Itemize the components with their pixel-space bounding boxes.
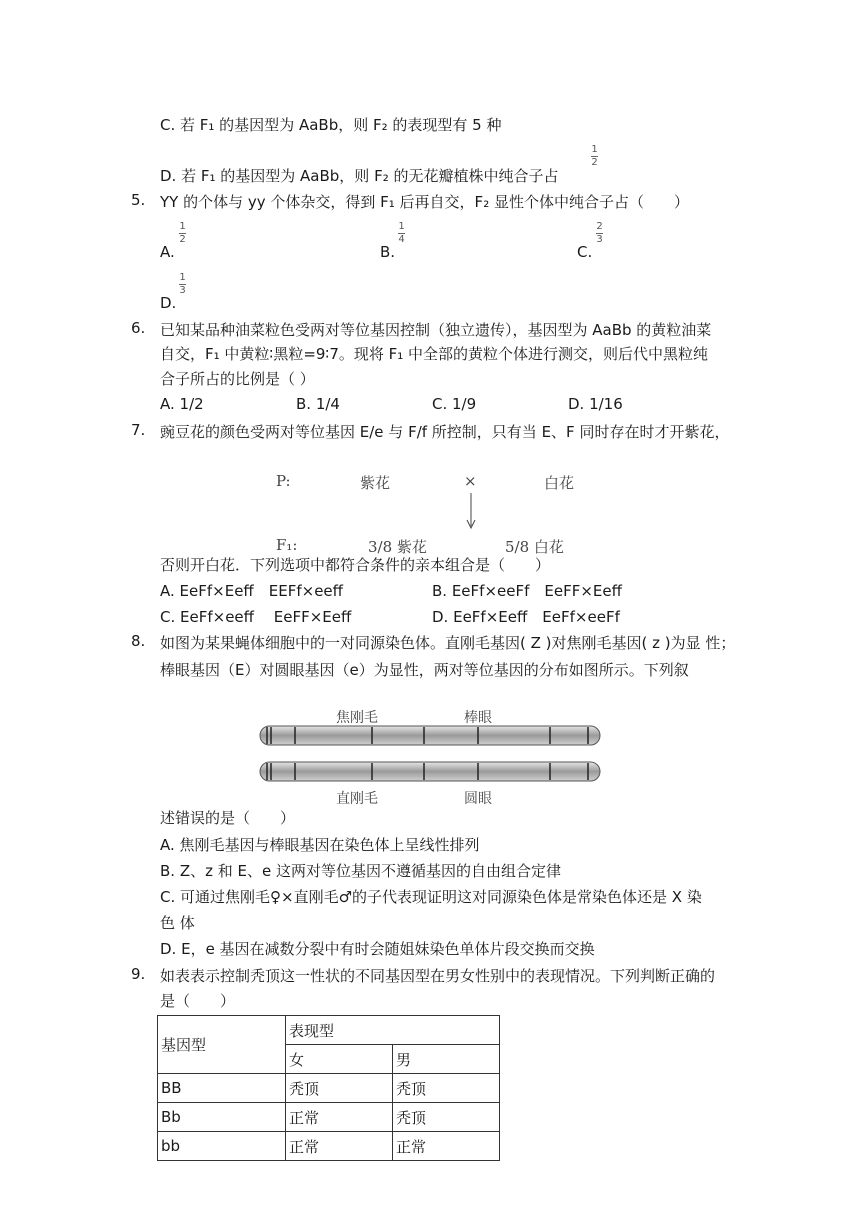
q8-option-b: B. Z、z 和 E、e 这两对等位基因不遵循基因的自由组合定律 xyxy=(160,862,561,880)
q6-number: 6. xyxy=(131,319,146,337)
q8-option-a: A. 焦刚毛基因与棒眼基因在染色体上呈线性排列 xyxy=(160,836,480,854)
fraction-denominator: 3 xyxy=(179,285,186,296)
q6-option-d: D. 1/16 xyxy=(568,395,623,413)
header-phenotype: 表现型 xyxy=(286,1016,500,1045)
q6-option-c: C. 1/9 xyxy=(432,395,477,413)
homologous-chromosomes xyxy=(258,724,602,784)
q5-option-a-label: A. xyxy=(160,243,175,261)
q7-stem-line1: 豌豆花的颜色受两对等位基因 E/e 与 F/f 所控制，只有当 E、F 同时存在时才开紫花， xyxy=(160,423,730,441)
fraction-denominator: 3 xyxy=(596,234,603,245)
chromosome-top xyxy=(260,726,600,745)
q5-option-b-fraction xyxy=(398,222,405,245)
q5-option-a-fraction xyxy=(179,222,186,245)
q5-option-d-fraction xyxy=(179,273,186,296)
cell-genotype: Bb xyxy=(158,1103,286,1132)
table-row xyxy=(158,1103,500,1132)
fraction-numerator: 1 xyxy=(179,221,186,232)
label-round-eye: 圆眼 xyxy=(464,791,492,807)
q6-stem-line3: 合子所占的比例是（ ） xyxy=(160,370,315,388)
header-female: 女 xyxy=(286,1045,393,1074)
header-genotype: 基因型 xyxy=(158,1016,286,1074)
q8-stem-line3: 述错误的是（ ） xyxy=(160,809,296,827)
cell-female: 正常 xyxy=(286,1132,393,1161)
q5-number: 5. xyxy=(131,191,146,209)
q9-stem-line1: 如表表示控制秃顶这一性状的不同基因型在男女性别中的表现情况。下列判断正确的 xyxy=(160,967,716,985)
fraction-denominator: 2 xyxy=(591,157,598,168)
header-male: 男 xyxy=(393,1045,500,1074)
q7-option-b: B. EeFf×eeFf EeFF×Eeff xyxy=(432,582,622,600)
q7-option-c: C. EeFf×eeff EeFF×Eeff xyxy=(160,608,352,626)
table-row xyxy=(158,1074,500,1103)
cell-genotype: BB xyxy=(158,1074,286,1103)
fraction-denominator: 4 xyxy=(398,234,405,245)
q7-option-d: D. EeFf×Eeff EeFf×eeFf xyxy=(432,608,620,626)
fraction-numerator: 1 xyxy=(398,221,405,232)
cross-f1-white: 5/8 白花 xyxy=(505,538,564,556)
cell-male: 正常 xyxy=(393,1132,500,1161)
down-arrow-icon xyxy=(464,493,478,531)
q7-number: 7. xyxy=(131,421,146,439)
q8-number: 8. xyxy=(131,632,146,650)
cell-male: 秃顶 xyxy=(393,1103,500,1132)
cross-f1-label: F₁: xyxy=(276,536,298,554)
chromosome-bottom xyxy=(260,762,600,781)
cell-genotype: bb xyxy=(158,1132,286,1161)
q5-option-d-label: D. xyxy=(160,294,177,312)
q8-option-c-line2: 色 体 xyxy=(160,914,195,932)
q9-number: 9. xyxy=(131,965,146,983)
q5-option-c-fraction xyxy=(596,222,603,245)
q7-stem-line2: 否则开白花．下列选项中都符合条件的亲本组合是（ ） xyxy=(160,556,551,574)
fraction-denominator: 2 xyxy=(179,234,186,245)
q5-option-c-label: C. xyxy=(577,243,593,261)
cell-female: 秃顶 xyxy=(286,1074,393,1103)
cross-parent-purple: 紫花 xyxy=(360,474,391,492)
q5-option-b-label: B. xyxy=(380,243,396,261)
q8-stem-line1: 如图为某果蝇体细胞中的一对同源染色体。直刚毛基因( Z )对焦刚毛基因( z )为显 性； xyxy=(160,634,736,652)
cross-f1-purple: 3/8 紫花 xyxy=(368,538,427,556)
label-straight-bristle: 直刚毛 xyxy=(336,791,378,807)
cross-parent-white: 白花 xyxy=(544,474,575,492)
q6-option-b: B. 1/4 xyxy=(296,395,340,413)
q4-option-d-fraction xyxy=(591,145,598,168)
table-row xyxy=(158,1132,500,1161)
q6-stem-line2: 自交，F₁ 中黄粒∶黑粒=9∶7。现将 F₁ 中全部的黄粒个体进行测交，则后代中黑粒纯 xyxy=(160,345,709,363)
fraction-numerator: 1 xyxy=(591,144,598,155)
q8-option-c-line1: C. 可通过焦刚毛♀×直刚毛♂的子代表现证明这对同源染色体是常染色体还是 X 染 xyxy=(160,888,702,906)
q4-option-c: C. 若 F₁ 的基因型为 AaBb，则 F₂ 的表现型有 5 种 xyxy=(160,116,502,134)
cell-female: 正常 xyxy=(286,1103,393,1132)
q9-stem-line2: 是（ ） xyxy=(160,992,236,1010)
label-bar-eye: 棒眼 xyxy=(464,710,492,726)
q4-option-d: D. 若 F₁ 的基因型为 AaBb，则 F₂ 的无花瓣植株中纯合子占 xyxy=(160,167,559,185)
q7-option-a: A. EeFf×Eeff EEFf×eeff xyxy=(160,582,343,600)
cross-p-label: P: xyxy=(276,472,291,490)
cross-symbol: × xyxy=(464,472,477,490)
genotype-phenotype-table xyxy=(157,1015,500,1161)
q5-stem: YY 的个体与 yy 个体杂交，得到 F₁ 后再自交，F₂ 显性个体中纯合子占（ ） xyxy=(160,193,689,211)
fraction-numerator: 1 xyxy=(179,272,186,283)
q6-stem-line1: 已知某品种油菜粒色受两对等位基因控制（独立遗传），基因型为 AaBb 的黄粒油菜 xyxy=(160,321,712,339)
q6-option-a: A. 1/2 xyxy=(160,395,204,413)
label-scorched-bristle: 焦刚毛 xyxy=(336,710,378,726)
fraction-numerator: 2 xyxy=(596,221,603,232)
table-header-row xyxy=(158,1016,500,1045)
q8-stem-line2: 棒眼基因（E）对圆眼基因（e）为显性，两对等位基因的分布如图所示。下列叙 xyxy=(160,661,689,679)
q8-option-d: D. E，e 基因在减数分裂中有时会随姐妹染色单体片段交换而交换 xyxy=(160,940,595,958)
cell-male: 秃顶 xyxy=(393,1074,500,1103)
